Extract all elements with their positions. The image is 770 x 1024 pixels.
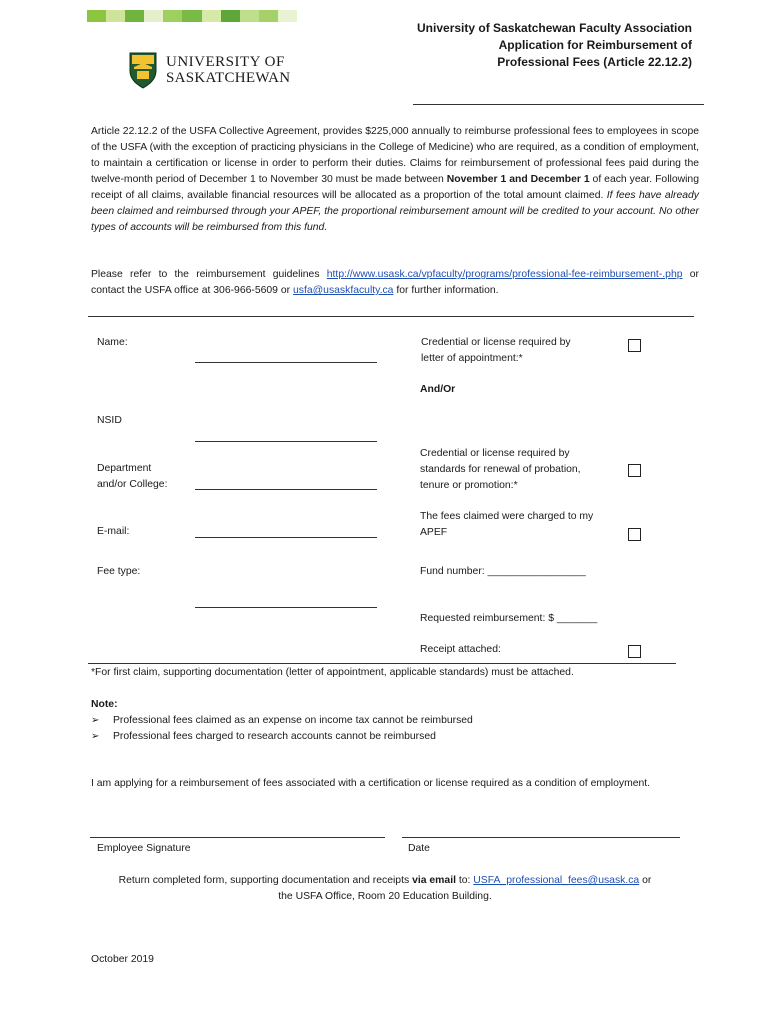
revision-date: October 2019 bbox=[91, 954, 154, 965]
footnote: *For first claim, supporting documentation (letter of appointment, applicable standards) must be attached. bbox=[91, 667, 574, 678]
nsid-label: NSID bbox=[97, 415, 122, 426]
note-list bbox=[91, 713, 473, 745]
contact-paragraph: Please refer to the reimbursement guidelines http://www.usask.ca/vpfaculty/programs/professional-fee-reimbursement-.php or contact the USFA office at 306-966-5609 or usfa@usaskfaculty.ca for further information. bbox=[91, 269, 699, 296]
date-range: November 1 and December 1 bbox=[446, 174, 590, 185]
employee-signature-label: Employee Signature bbox=[97, 843, 191, 854]
signature-field[interactable] bbox=[90, 837, 385, 838]
date-label: Date bbox=[408, 843, 430, 854]
credential-appointment-checkbox[interactable] bbox=[628, 339, 641, 352]
date-field[interactable] bbox=[402, 837, 680, 838]
apef-checkbox[interactable] bbox=[628, 528, 641, 541]
form-title bbox=[417, 20, 692, 71]
return-instructions: Return completed form, supporting documentation and receipts via email to: USFA_professional_fees@usask.ca or the USFA Office, Room 20 Education Building. bbox=[118, 875, 652, 902]
stripe-segment bbox=[87, 10, 106, 22]
brand-stripe bbox=[87, 10, 297, 22]
crest-icon bbox=[128, 51, 158, 89]
guidelines-link[interactable]: http://www.usask.ca/vpfaculty/programs/professional-fee-reimbursement-.php bbox=[326, 269, 683, 280]
stripe-segment bbox=[202, 10, 221, 22]
apef-note: If fees have already been claimed and reimbursed through your APEF, the proportional reimbursement amount will be credited to your account. No other types of accounts will be reimbursed from this fund. bbox=[91, 190, 699, 233]
credential-standards-checkbox[interactable] bbox=[628, 464, 641, 477]
stripe-segment bbox=[240, 10, 259, 22]
credential-standards-label: Credential or license required by standards for renewal of probation, tenure or promotion:* bbox=[420, 448, 581, 491]
section-rule-top bbox=[88, 316, 694, 317]
department-label: Department and/or College: bbox=[97, 463, 168, 490]
logo-line-1: UNIVERSITY OF bbox=[166, 54, 285, 70]
credential-appointment-label: Credential or license required by letter of appointment:* bbox=[421, 337, 571, 364]
name-field[interactable] bbox=[195, 362, 377, 363]
and-or-label: And/Or bbox=[420, 384, 456, 395]
name-label: Name: bbox=[97, 337, 128, 348]
intro-paragraph: Article 22.12.2 of the USFA Collective Agreement, provides $225,000 annually to reimburse professional fees to employees in scope of the USFA (with the exception of practicing physicians in the College of Medicine) who are required, as a condition of employment, to maintain a certification or license in order to perform their duties. Claims for reimbursement of professional fees paid during the twelve-month period of December 1 to November 30 must be made between November 1 and December 1 of each year. Following receipt of all claims, available financial resources will be allocated as a proportion of the total amount claimed. If fees have already been claimed and reimbursed through your APEF, the proportional reimbursement amount will be credited to your account. No other types of accounts will be reimbursed from this fund. bbox=[91, 126, 699, 233]
university-logo bbox=[128, 48, 308, 92]
stripe-segment bbox=[259, 10, 278, 22]
return-email-link[interactable]: USFA_professional_fees@usask.ca bbox=[473, 875, 640, 886]
arrow-bullet-icon: ➢ bbox=[91, 731, 100, 742]
receipt-checkbox[interactable] bbox=[628, 645, 641, 658]
fee-type-field[interactable] bbox=[195, 607, 377, 608]
title-line-2: Application for Reimbursement of bbox=[498, 38, 692, 52]
header-rule bbox=[413, 104, 704, 105]
declaration-text: I am applying for a reimbursement of fees associated with a certification or license required as a condition of employment. bbox=[91, 778, 651, 789]
stripe-segment bbox=[163, 10, 182, 22]
email-field[interactable] bbox=[195, 537, 377, 538]
stripe-segment bbox=[106, 10, 125, 22]
stripe-segment bbox=[144, 10, 163, 22]
fee-type-label: Fee type: bbox=[97, 566, 141, 577]
nsid-field[interactable] bbox=[195, 441, 377, 442]
requested-reimbursement-field[interactable]: Requested reimbursement: $ _______ bbox=[420, 613, 598, 624]
usfa-email-link[interactable]: usfa@usaskfaculty.ca bbox=[292, 285, 394, 296]
section-rule-bottom bbox=[88, 663, 676, 664]
apef-label: The fees claimed were charged to my APEF bbox=[420, 511, 594, 538]
email-label: E-mail: bbox=[97, 526, 130, 537]
list-item: ➢ Professional fees charged to research accounts cannot be reimbursed bbox=[91, 729, 473, 745]
logo-line-2: SASKATCHEWAN bbox=[166, 70, 291, 86]
department-field[interactable] bbox=[195, 489, 377, 490]
stripe-segment bbox=[182, 10, 201, 22]
stripe-segment bbox=[278, 10, 297, 22]
fund-number-field[interactable]: Fund number: _________________ bbox=[420, 566, 586, 577]
title-line-1: University of Saskatchewan Faculty Association bbox=[417, 21, 692, 35]
note-title: Note: bbox=[91, 699, 118, 710]
receipt-label: Receipt attached: bbox=[420, 644, 501, 655]
arrow-bullet-icon: ➢ bbox=[91, 715, 100, 726]
stripe-segment bbox=[221, 10, 240, 22]
list-item: ➢ Professional fees claimed as an expense on income tax cannot be reimbursed bbox=[91, 713, 473, 729]
stripe-segment bbox=[125, 10, 144, 22]
title-line-3: Professional Fees (Article 22.12.2) bbox=[497, 55, 692, 69]
